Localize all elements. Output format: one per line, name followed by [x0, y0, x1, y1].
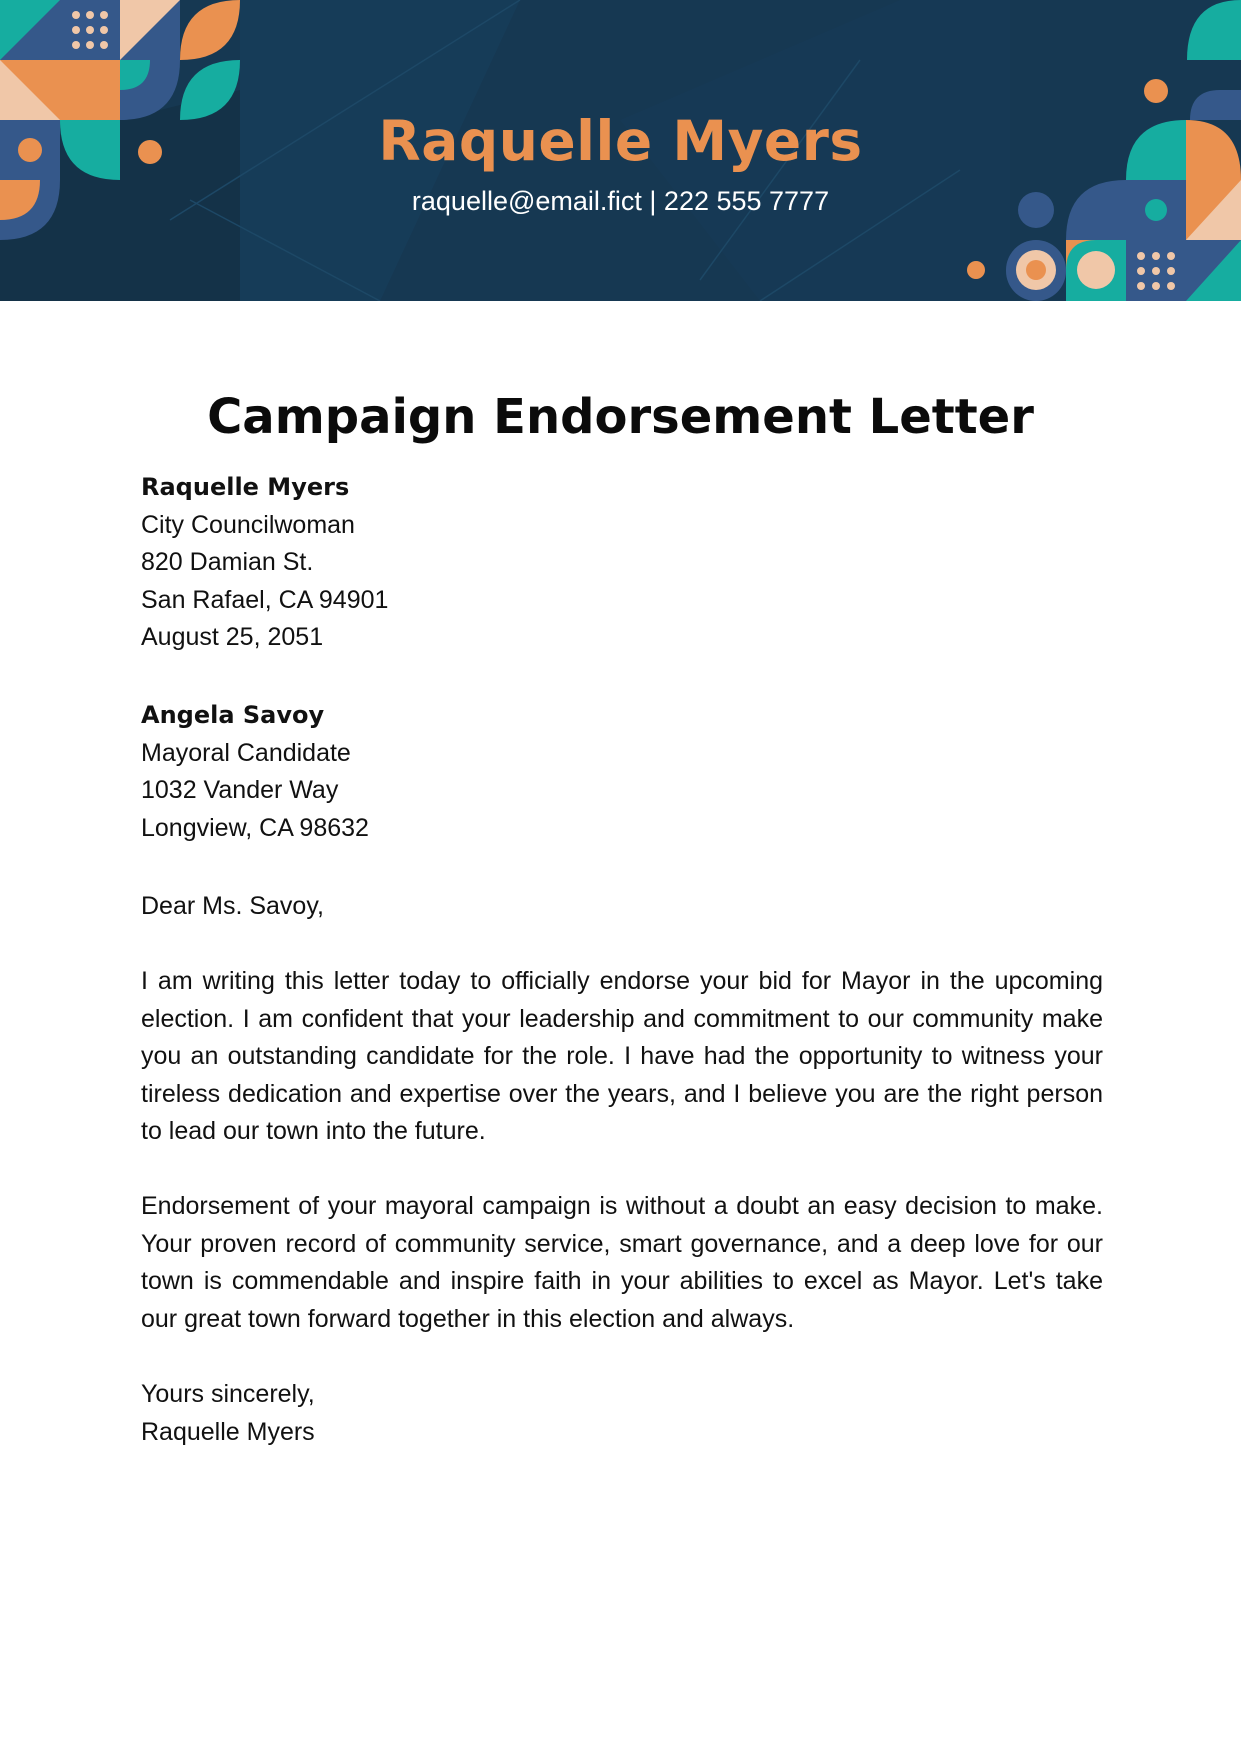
letterhead-banner — [0, 0, 1241, 301]
recipient-city-state-zip: Longview, CA 98632 — [141, 813, 369, 842]
recipient-title: Mayoral Candidate — [141, 738, 351, 767]
sender-city-state-zip: San Rafael, CA 94901 — [141, 585, 389, 614]
recipient-name: Angela Savoy — [141, 701, 325, 729]
sender-street: 820 Damian St. — [141, 548, 314, 576]
letter-date: August 25, 2051 — [141, 623, 324, 651]
closing-block — [141, 1376, 1103, 1451]
header-contact-info: raquelle@email.fict | 222 555 7777 — [411, 186, 830, 216]
recipient-block — [141, 697, 1103, 847]
sender-name: Raquelle Myers — [141, 473, 350, 501]
signature-name: Raquelle Myers — [141, 1417, 315, 1446]
closing-phrase: Yours sincerely, — [141, 1380, 315, 1408]
body-paragraph-1: I am writing this letter today to officially endorse your bid for Mayor in the upcoming election. I am confident that your leadership and commitment to our community make you an outstanding candidate for the role. I have had the opportunity to witness your tireless dedication and expertise over the years, and I believe you are the right person to lead our town into the future. — [141, 967, 1103, 1145]
sender-block — [141, 469, 1103, 657]
salutation: Dear Ms. Savoy, — [141, 892, 324, 920]
document-title: Campaign Endorsement Letter — [207, 389, 1034, 445]
recipient-street: 1032 Vander Way — [141, 776, 339, 804]
body-paragraph-2: Endorsement of your mayoral campaign is without a doubt an easy decision to make. Your proven record of community service, smart governance, and a deep love for our town is commendable and inspire faith in your abilities to excel as Mayor. Let's take our great town forward together in this election and always. — [141, 1192, 1103, 1333]
sender-title: City Councilwoman — [141, 510, 355, 539]
header-name: Raquelle Myers — [378, 109, 863, 173]
